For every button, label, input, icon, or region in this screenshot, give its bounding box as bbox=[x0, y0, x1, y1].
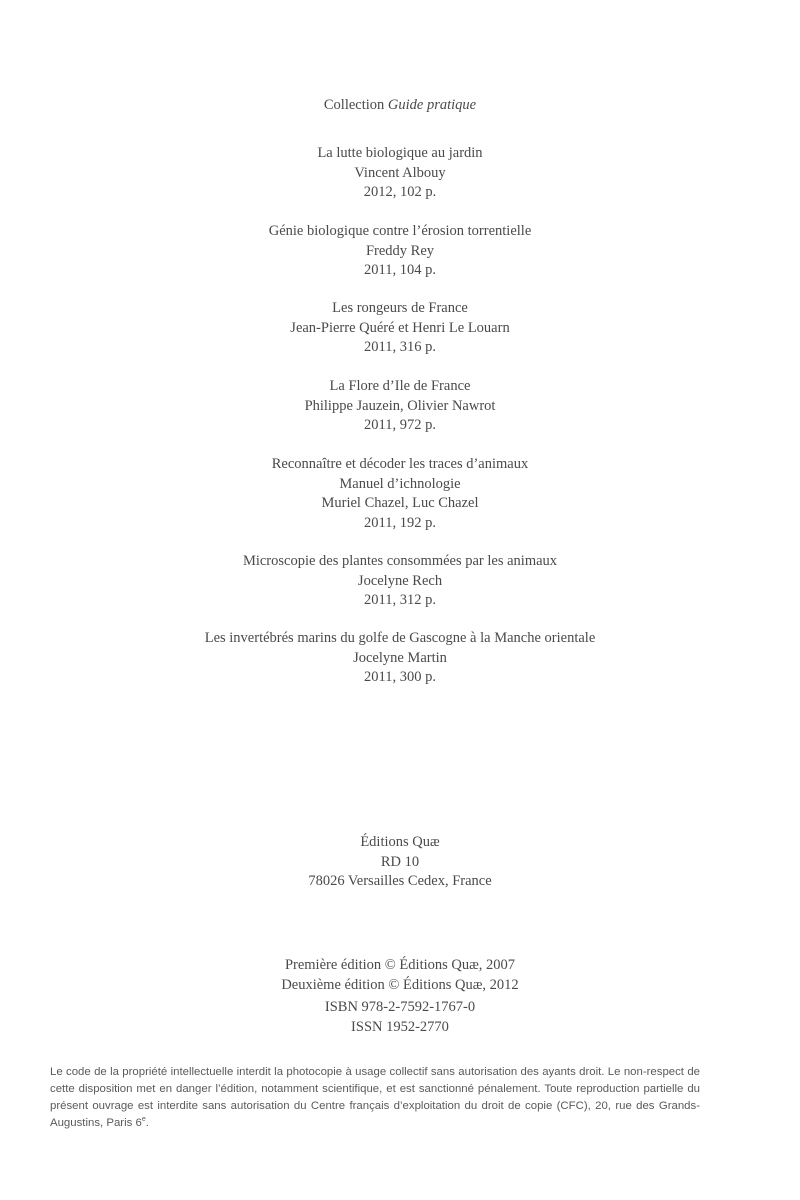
book-title: Génie biologique contre l’érosion torrentielle bbox=[268, 223, 532, 239]
book-entry bbox=[0, 629, 800, 688]
first-edition: Première édition © Éditions Quæ, 2007 bbox=[284, 957, 516, 973]
book-title: Les invertébrés marins du golfe de Gascogne à la Manche orientale bbox=[204, 630, 596, 646]
book-title: Reconnaître et décoder les traces d’animaux bbox=[271, 456, 529, 472]
book-title: Microscopie des plantes consommées par les animaux bbox=[242, 553, 558, 569]
book-entry bbox=[0, 222, 800, 281]
collection-series-title: Guide pratique bbox=[387, 97, 477, 113]
book-subtitle: Manuel d’ichnologie bbox=[339, 475, 461, 492]
book-year-pages: 2011, 192 p. bbox=[364, 514, 436, 531]
publisher-address bbox=[0, 833, 800, 892]
book-entry bbox=[0, 299, 800, 358]
book-author: Vincent Albouy bbox=[354, 164, 446, 181]
book-author: Jocelyne Rech bbox=[357, 572, 443, 589]
isbn-number: ISBN 978-2-7592-1767-0 bbox=[324, 999, 476, 1015]
identifiers bbox=[0, 998, 800, 1037]
publisher-road: RD 10 bbox=[380, 853, 420, 870]
book-year-pages: 2011, 312 p. bbox=[364, 592, 436, 608]
book-author: Freddy Rey bbox=[365, 242, 435, 259]
book-entry bbox=[0, 144, 800, 203]
legal-end: . bbox=[145, 1117, 149, 1129]
collection-header bbox=[0, 96, 800, 116]
issn-number: ISSN 1952-2770 bbox=[351, 1018, 449, 1035]
book-title: Les rongeurs de France bbox=[332, 300, 468, 316]
book-title: La lutte biologique au jardin bbox=[317, 145, 483, 161]
book-author: Jean-Pierre Quéré et Henri Le Louarn bbox=[290, 319, 510, 336]
book-year-pages: 2011, 104 p. bbox=[364, 262, 436, 278]
collection-prefix: Collection bbox=[323, 97, 388, 113]
book-year-pages: 2012, 102 p. bbox=[363, 184, 437, 200]
legal-text: Le code de la propriété intellectuelle interdit la photocopie à usage collectif sans autorisation des ayants droit. Le non-respect de cette disposition met en danger l’édition, notamment scientifique, et est sanctionné pénalement. Toute reproduction partielle du présent ouvrage est interdite sans autorisation du Centre français d’exploitation du droit de copie (CFC), 20, rue des Grands-Augustins, Paris 6 bbox=[50, 1066, 700, 1129]
book-year-pages: 2011, 972 p. bbox=[364, 417, 436, 433]
book-year-pages: 2011, 316 p. bbox=[364, 339, 436, 355]
book-title: La Flore d’Ile de France bbox=[329, 378, 471, 394]
legal-notice bbox=[50, 1064, 700, 1132]
book-year-pages: 2011, 300 p. bbox=[364, 669, 436, 685]
book-author: Muriel Chazel, Luc Chazel bbox=[321, 495, 479, 511]
publisher-city: 78026 Versailles Cedex, France bbox=[308, 873, 492, 889]
book-entry bbox=[0, 552, 800, 611]
legal-superscript: e bbox=[141, 1116, 146, 1124]
publisher-name: Éditions Quæ bbox=[360, 834, 440, 850]
book-entry bbox=[0, 455, 800, 533]
book-author: Philippe Jauzein, Olivier Nawrot bbox=[304, 397, 496, 414]
book-author: Jocelyne Martin bbox=[353, 649, 447, 666]
edition-history bbox=[0, 956, 800, 995]
book-entry bbox=[0, 377, 800, 436]
second-edition: Deuxième édition © Éditions Quæ, 2012 bbox=[281, 976, 519, 993]
